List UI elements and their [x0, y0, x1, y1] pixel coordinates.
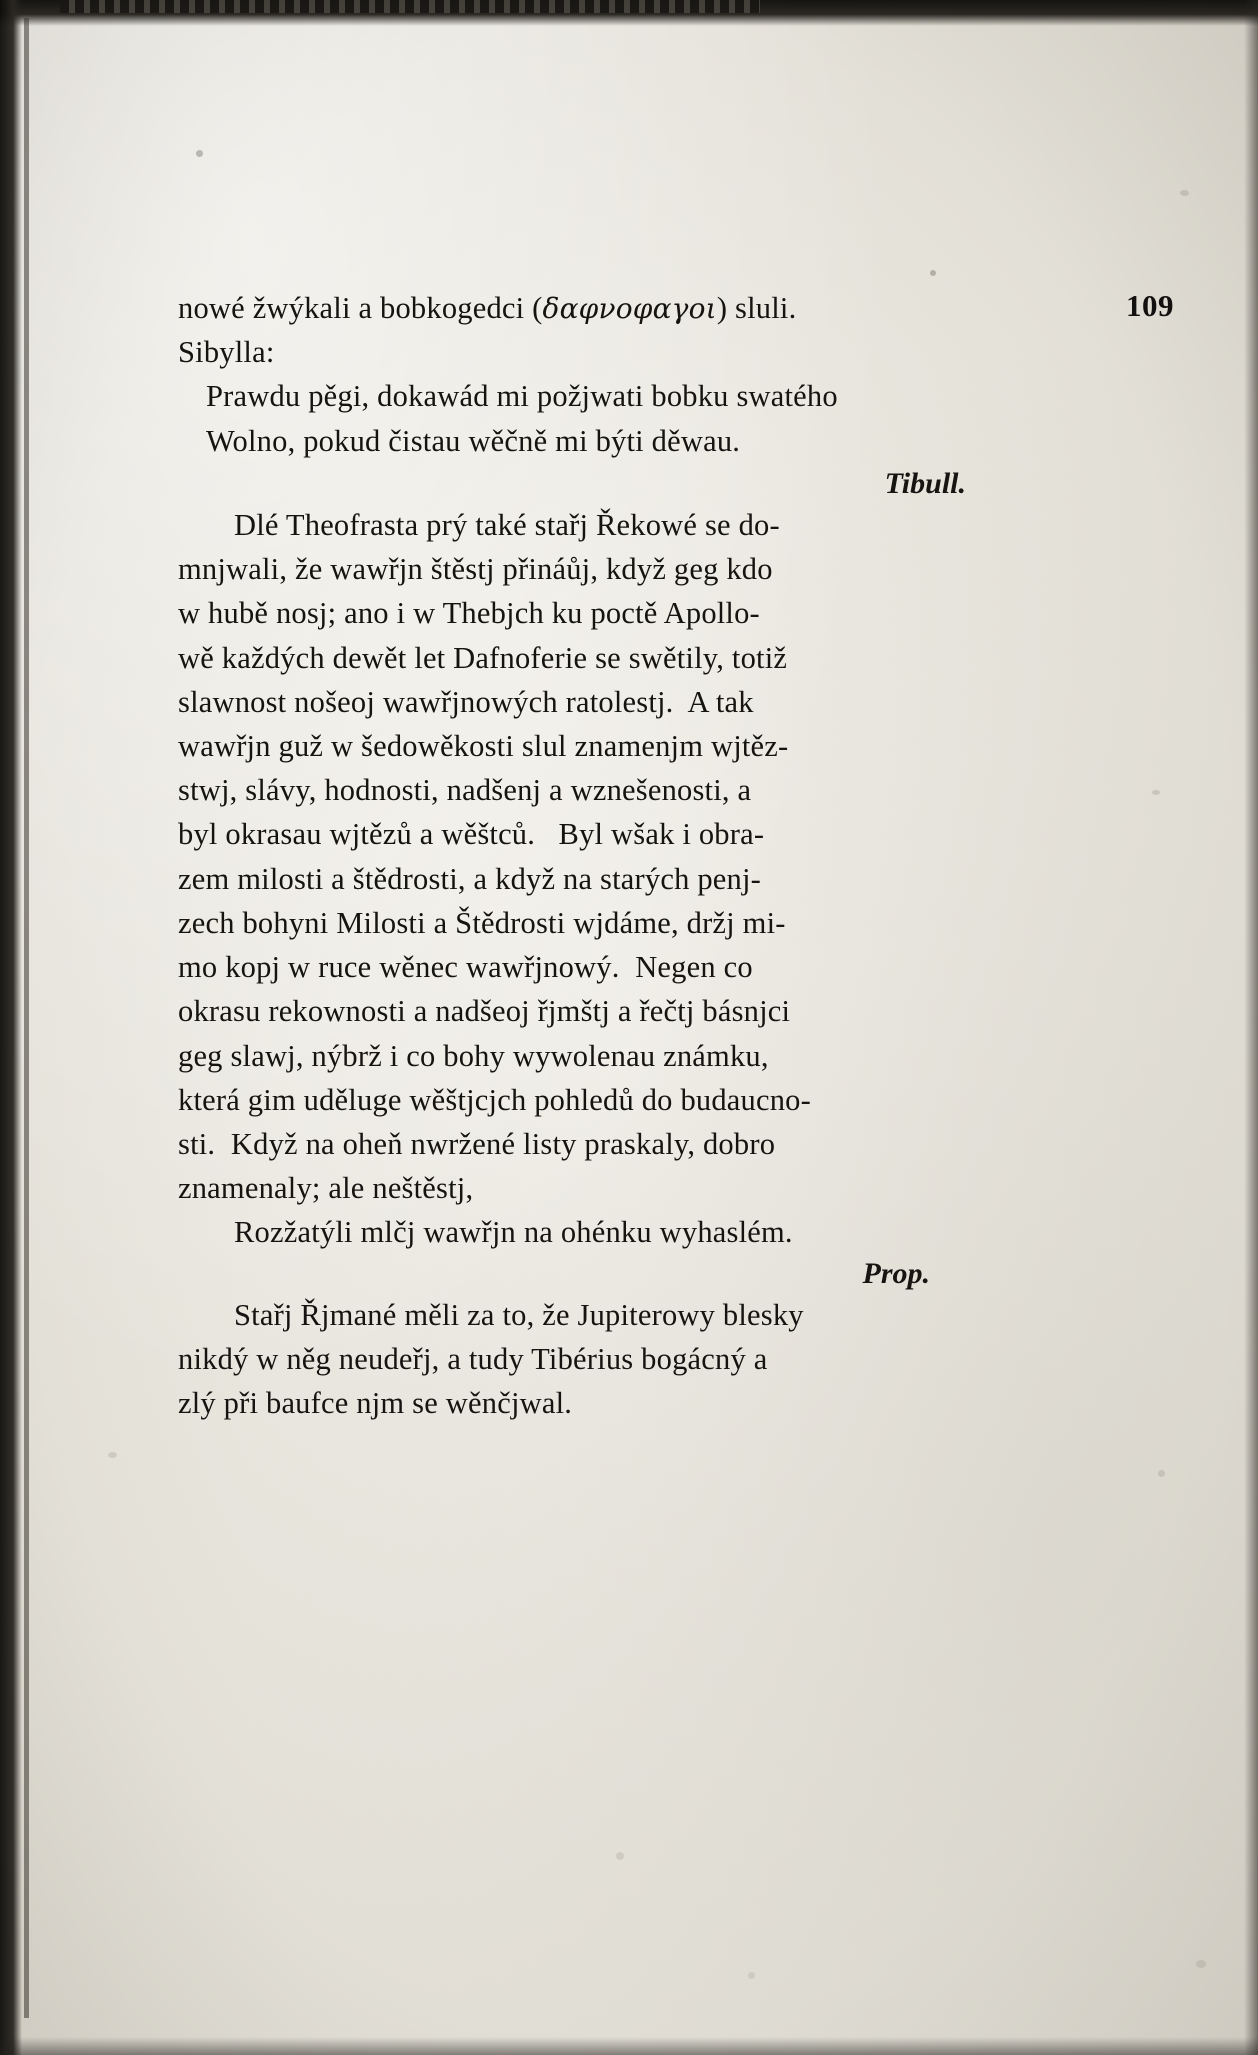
paragraph-one: [178, 503, 1078, 1255]
text-line: byl okrasau wjtězů a wěštců. Byl wšak i obra-: [178, 817, 765, 852]
paper-speck: [1180, 190, 1189, 196]
text-run: nowé žwýkali a bobkogedci (: [178, 291, 543, 325]
speaker-label: Sibylla:: [178, 335, 275, 370]
text-line: slawnost nošeoj wawřjnowých ratolestj. A tak: [178, 684, 754, 719]
text-run: ) sluli.: [716, 291, 797, 325]
text-line: nikdý w něg neudeřj, a tudy Tibérius bogácný a: [178, 1341, 768, 1376]
quote-line: Rozžatýli mlčj wawřjn na ohénku wyhaslém.: [234, 1215, 793, 1250]
text-line: zlý při baufce njm se wěnčjwal.: [178, 1386, 573, 1421]
opening-block: [178, 286, 1078, 463]
paper-speck: [748, 1972, 755, 1979]
paper-speck: [1196, 1960, 1206, 1968]
text-line: [178, 286, 1078, 330]
scan-edge-left: [0, 0, 22, 2055]
paper-speck: [196, 150, 203, 157]
page-body: [178, 286, 1078, 1425]
text-line: mo kopj w ruce wěnec wawřjnowý. Negen co: [178, 950, 753, 985]
page-number: 109: [1126, 288, 1174, 323]
verse-line: Wolno, pokud čistau wěčně mi býti děwau.: [206, 423, 741, 458]
text-line: Dlé Theofrasta prý také stařj Řekowé se do-: [234, 507, 780, 542]
paper-speck: [616, 1852, 624, 1860]
text-line: wawřjn guž w šedowěkosti slul znamenjm wjtěz-: [178, 728, 789, 763]
text-line: geg slawj, nýbrž i co bohy wywolenau známku,: [178, 1038, 769, 1073]
attribution-tibull: Tibull.: [884, 466, 966, 500]
text-line: která gim uděluge wěštjcjch pohledů do budaucno-: [178, 1082, 811, 1117]
text-line: znamenaly; ale neštěstj,: [178, 1171, 474, 1206]
paper-speck: [1158, 1470, 1165, 1477]
text-line: zech bohyni Milosti a Štědrosti wjdáme, držj mi-: [178, 905, 786, 940]
greek-phrase: δαφνοφαγοι: [542, 292, 717, 325]
text-line: stwj, slávy, hodnosti, nadšenj a wznešenosti, a: [178, 773, 752, 808]
text-line: Stařj Řjmané měli za to, že Jupiterowy blesky: [234, 1297, 804, 1332]
scan-edge-top-texture: [60, 0, 760, 13]
paper-speck: [1152, 790, 1160, 795]
text-line: wě každých dewět let Dafnoferie se swětily, totiž: [178, 640, 788, 675]
scan-edge-bottom: [0, 2037, 1258, 2055]
paper-speck: [930, 270, 936, 276]
text-line: w hubě nosj; ano i w Thebjch ku poctě Apollo-: [178, 596, 760, 631]
text-line: okrasu rekownosti a nadšeoj řjmštj a řečtj básnjci: [178, 994, 791, 1029]
verse-line: Prawdu pěgi, dokawád mi požjwati bobku swatého: [206, 379, 838, 414]
scan-edge-left-line: [24, 18, 29, 2018]
text-line: sti. Když na oheň nwržené listy praskaly, dobro: [178, 1126, 776, 1161]
scan-edge-right: [1244, 0, 1258, 2055]
text-line: mnjwali, že wawřjn štěstj přináůj, když geg kdo: [178, 552, 773, 587]
text-line: zem milosti a štědrosti, a když na starých penj-: [178, 861, 762, 896]
paper-speck: [108, 1452, 117, 1458]
attribution-prop: Prop.: [862, 1256, 930, 1290]
paragraph-two: [178, 1293, 1078, 1426]
